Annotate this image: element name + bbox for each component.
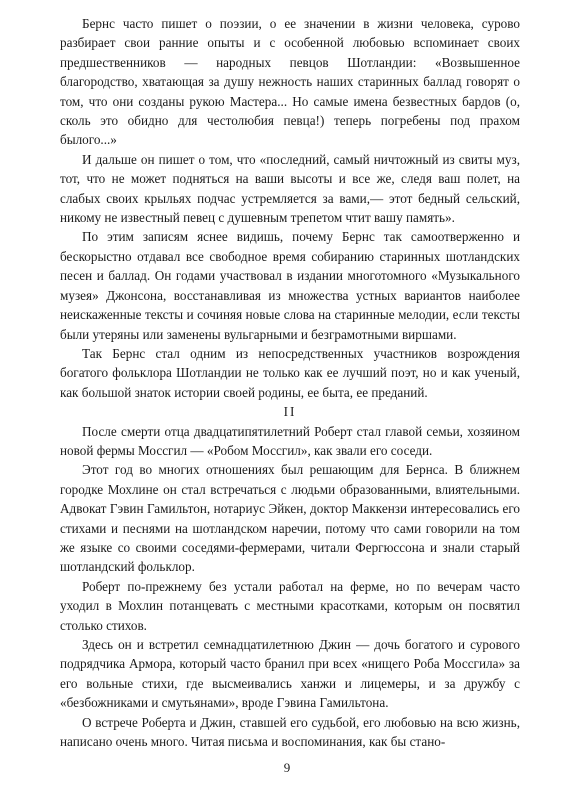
paragraph: Здесь он и встретил семнадцатилетнюю Джин — дочь богатого и сурового подрядчика Армора, который часто бранил при всех «нищего Роба Моссгила» за его вольные стихи, где высмеивались ханжи и лицемеры, и за дружбу с «безбожниками и смутьянами», вроде Гэвина Гамильтона. bbox=[60, 637, 520, 711]
page-number: 9 bbox=[283, 760, 291, 775]
section-heading: II bbox=[283, 404, 297, 420]
paragraph: Роберт по-прежнему без устали работал на ферме, но по вечерам часто уходил в Мохлин потанцевать с местными красотками, которым он посвятил столько стихов. bbox=[60, 578, 520, 633]
paragraph: Этот год во многих отношениях был решающим для Бернса. В ближнем городке Мохлине он стал встречаться с людьми образованными, влиятельными. Адвокат Гэвин Гамильтон, нотариус Эйкен, доктор Маккензи интересовались его стихами и песнями на шотландском наречии, потому что сами говорили на том же языке со своими соседями-фермерами, читали Фергюссона и знали старый шотландский фольклор. bbox=[60, 462, 520, 575]
paragraph: Так Бернс стал одним из непосредственных участников возрождения богатого фольклора Шотландии не только как ее лучший поэт, но и как ученый, как большой знаток истории своей родины, ее быта, ее преданий. bbox=[60, 345, 520, 400]
paragraph: О встрече Роберта и Джин, ставшей его судьбой, его любовью на всю жизнь, написано очень много. Читая письма и воспоминания, как бы стано- bbox=[60, 714, 520, 750]
paragraph: После смерти отца двадцатипятилетний Роберт стал главой семьи, хозяином новой фермы Моссгил — «Робом Моссгил», как звали его соседи. bbox=[60, 423, 520, 458]
paragraph: И дальше он пишет о том, что «последний, самый ничтожный из свиты муз, тот, что не может подняться на ваши высоты и все же, следя ваш полет, на слабых своих крыльях подчас устремляется за вами,— этот бедный сельский, никому не известный певец с душевным трепетом чтит вашу память». bbox=[60, 151, 520, 226]
page-body bbox=[60, 14, 520, 751]
paragraph: По этим записям яснее видишь, почему Бернс так самоотверженно и бескорыстно отдавал все свободное время собиранию старинных шотландских песен и баллад. Он годами участвовал в издании многотомного «Музыкального музея» Джонсона, восстанавливая из множества устных вариантов наиболее неискаженные тексты и сочиняя новые слова на старинные мелодии, если тексты были утеряны или заменены вульгарными и безграмотными виршами. bbox=[60, 229, 520, 342]
paragraph: Бернс часто пишет о поэзии, о ее значении в жизни человека, сурово разбирает свои ранние опыты и с особенной любовью вспоминает своих предшественников — народных певцов Шотландии: «Возвышенное благородство, хватающая за душу нежность наших старинных баллад говорят о том, что они созданы рукою Мастера... Но самые имена безвестных бардов (о, сколь это обидно для честолюбия певца!) теперь погребены под прахом былого...» bbox=[60, 16, 520, 148]
